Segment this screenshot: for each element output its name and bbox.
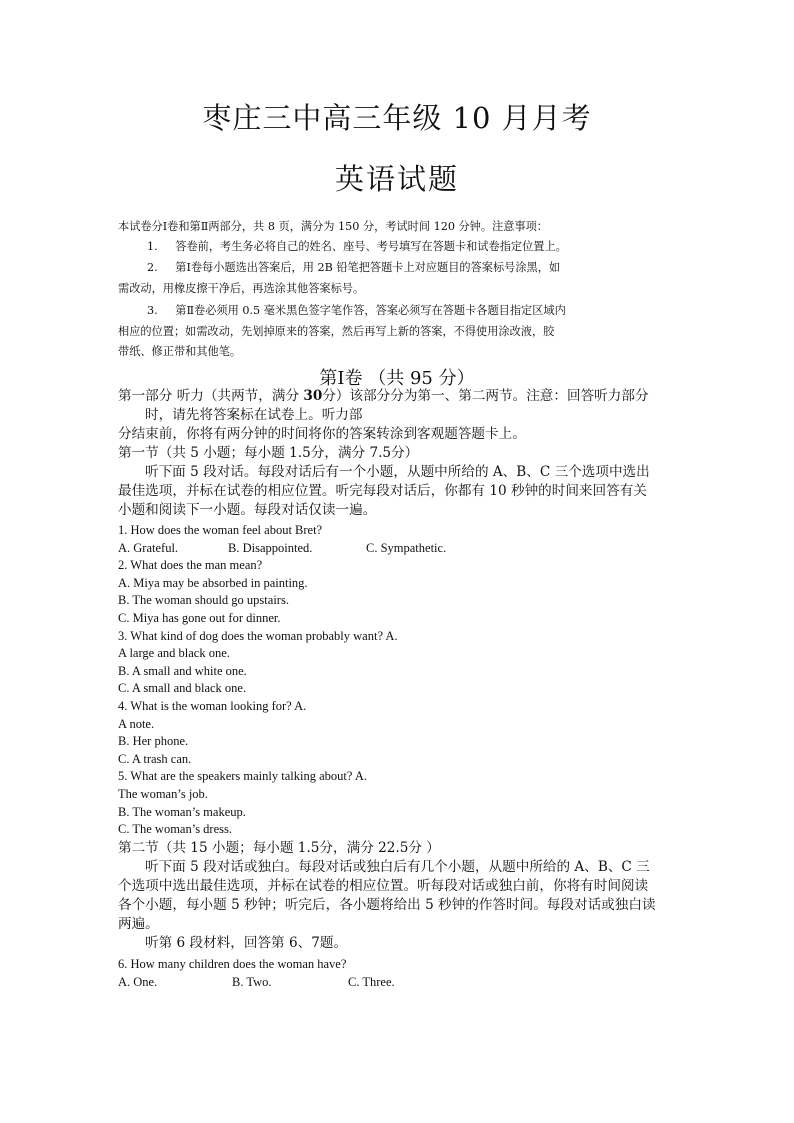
part-1-line-3: 分结束前，你将有两分钟的时间将你的答案转涂到客观题答题卡上。: [118, 426, 526, 442]
section-1-heading: 第Ⅰ卷 （共 95 分）: [319, 368, 475, 389]
notice-item-2-text-a: 第Ⅰ卷每小题选出答案后，用 2B 铅笔把答题卡上对应题目的答案标号涂黑，如: [175, 261, 561, 274]
subsection-1-instruction-c: 小题和阅读下一小题。每段对话仅读一遍。: [118, 502, 377, 518]
notice-intro: 本试卷分Ⅰ卷和第Ⅱ两部分，共 8 页，满分为 150 分，考试时间 120 分钟。注意事项：: [118, 220, 548, 233]
notice-item-3-text-a: 第Ⅱ卷必须用 0.5 毫米黑色签字笔作答，答案必须写在答题卡各题目指定区域内: [175, 304, 566, 317]
question-4: 4. What is the woman looking for? A.: [118, 698, 307, 713]
question-3-option-b: B. A small and white one.: [118, 663, 247, 678]
question-1-option-b: B. Disappointed.: [228, 540, 313, 555]
notice-item-2-num: 2.: [147, 261, 158, 274]
question-1-options: [118, 540, 678, 558]
part-1-line-2: 时，请先将答案标在试卷上。听力部: [145, 407, 363, 423]
notice-item-2: [118, 258, 678, 299]
question-3-option-a: A large and black one.: [118, 646, 230, 661]
exam-subtitle: 英语试题: [334, 162, 459, 196]
notice-item-3-text-c: 带纸、修正带和其他笔。: [118, 345, 242, 358]
question-2-option-b: B. The woman should go upstairs.: [118, 593, 289, 608]
notice-item-3: [118, 301, 678, 363]
question-5-option-c: C. The woman’s dress.: [118, 822, 232, 837]
question-4-option-b: B. Her phone.: [118, 734, 189, 749]
notice-item-1: [118, 237, 678, 258]
question-3: 3. What kind of dog does the woman probably want? A.: [118, 628, 398, 643]
question-6-options: [118, 974, 678, 992]
question-6-option-b: B. Two.: [232, 974, 272, 989]
part-1-score: 30: [303, 388, 323, 404]
subsection-1-instruction-b: 最佳选项，并标在试卷的相应位置。听完每段对话后，你都有 10 秒钟的时间来回答有关: [118, 483, 647, 499]
subsection-2-heading: 第二节（共 15 小题；每小题 1.5分，满分 22.5分 ）: [118, 840, 440, 856]
notice-item-1-num: 1.: [147, 240, 158, 253]
question-5: 5. What are the speakers mainly talking about? A.: [118, 769, 367, 784]
notice-item-3-text-b: 相应的位置；如需改动，先划掉原来的答案，然后再写上新的答案，不得使用涂改液，胶: [118, 324, 555, 338]
question-6: 6. How many children does the woman have?: [118, 957, 347, 971]
subsection-2-instruction-a: 听下面 5 段对话或独白。每段对话或独白后有几个小题，从题中所给的 A、B、C 三: [145, 859, 650, 875]
part-1-description: [118, 387, 678, 520]
notice-item-1-text: 答卷前，考生务必将自己的姓名、座号、考号填写在答题卡和试卷指定位置上。: [175, 240, 567, 253]
question-5-option-a: The woman’s job.: [118, 786, 208, 801]
question-6-block: [118, 956, 678, 991]
question-1-option-c: C. Sympathetic.: [366, 540, 447, 555]
question-5-option-b: B. The woman’s makeup.: [118, 804, 246, 819]
subsection-1-instruction-a: 听下面 5 段对话。每段对话后有一个小题，从题中所给的 A、B、C 三个选项中选出: [145, 464, 650, 480]
subsection-2: [118, 839, 678, 953]
question-3-option-c: C. A small and black one.: [118, 681, 247, 696]
question-1-option-a: A. Grateful.: [118, 540, 179, 555]
question-2-option-a: A. Miya may be absorbed in painting.: [118, 575, 308, 590]
subsection-2-instruction-d: 两遍。: [118, 916, 159, 932]
material-6-instruction: 听第 6 段材料，回答第 6、7题。: [145, 935, 348, 951]
question-6-option-c: C. Three.: [348, 974, 395, 989]
exam-title: 枣庄三中高三年级 10 月月考: [202, 101, 592, 135]
notice-item-3-num: 3.: [147, 304, 158, 317]
question-1: 1. How does the woman feel about Bret?: [118, 523, 323, 537]
question-4-option-c: C. A trash can.: [118, 751, 192, 766]
subsection-2-instruction-b: 个选项中选出最佳选项，并标在试卷的相应位置。听每段对话或独白前，你将有时间阅读: [118, 878, 649, 894]
question-4-option-a: A note.: [118, 716, 155, 731]
question-list: [118, 522, 678, 839]
notice-item-2-text-b: 需改动，用橡皮擦干净后，再选涂其他答案标号。: [118, 281, 365, 295]
question-6-option-a: A. One.: [118, 974, 158, 989]
question-2-option-c: C. Miya has gone out for dinner.: [118, 610, 281, 625]
question-2: 2. What does the man mean?: [118, 558, 263, 573]
subsection-1-heading: 第一节（共 5 小题；每小题 1.5分，满分 7.5分）: [118, 445, 419, 461]
part-1-line-1: 第一部分 听力（共两节，满分 30分）该部分分为第一、第二两节。注意：回答听力部分: [118, 388, 649, 404]
subsection-2-instruction-c: 各个小题，每小题 5 秒钟；听完后，各小题将给出 5 秒钟的作答时间。每段对话或独白读: [118, 897, 656, 913]
